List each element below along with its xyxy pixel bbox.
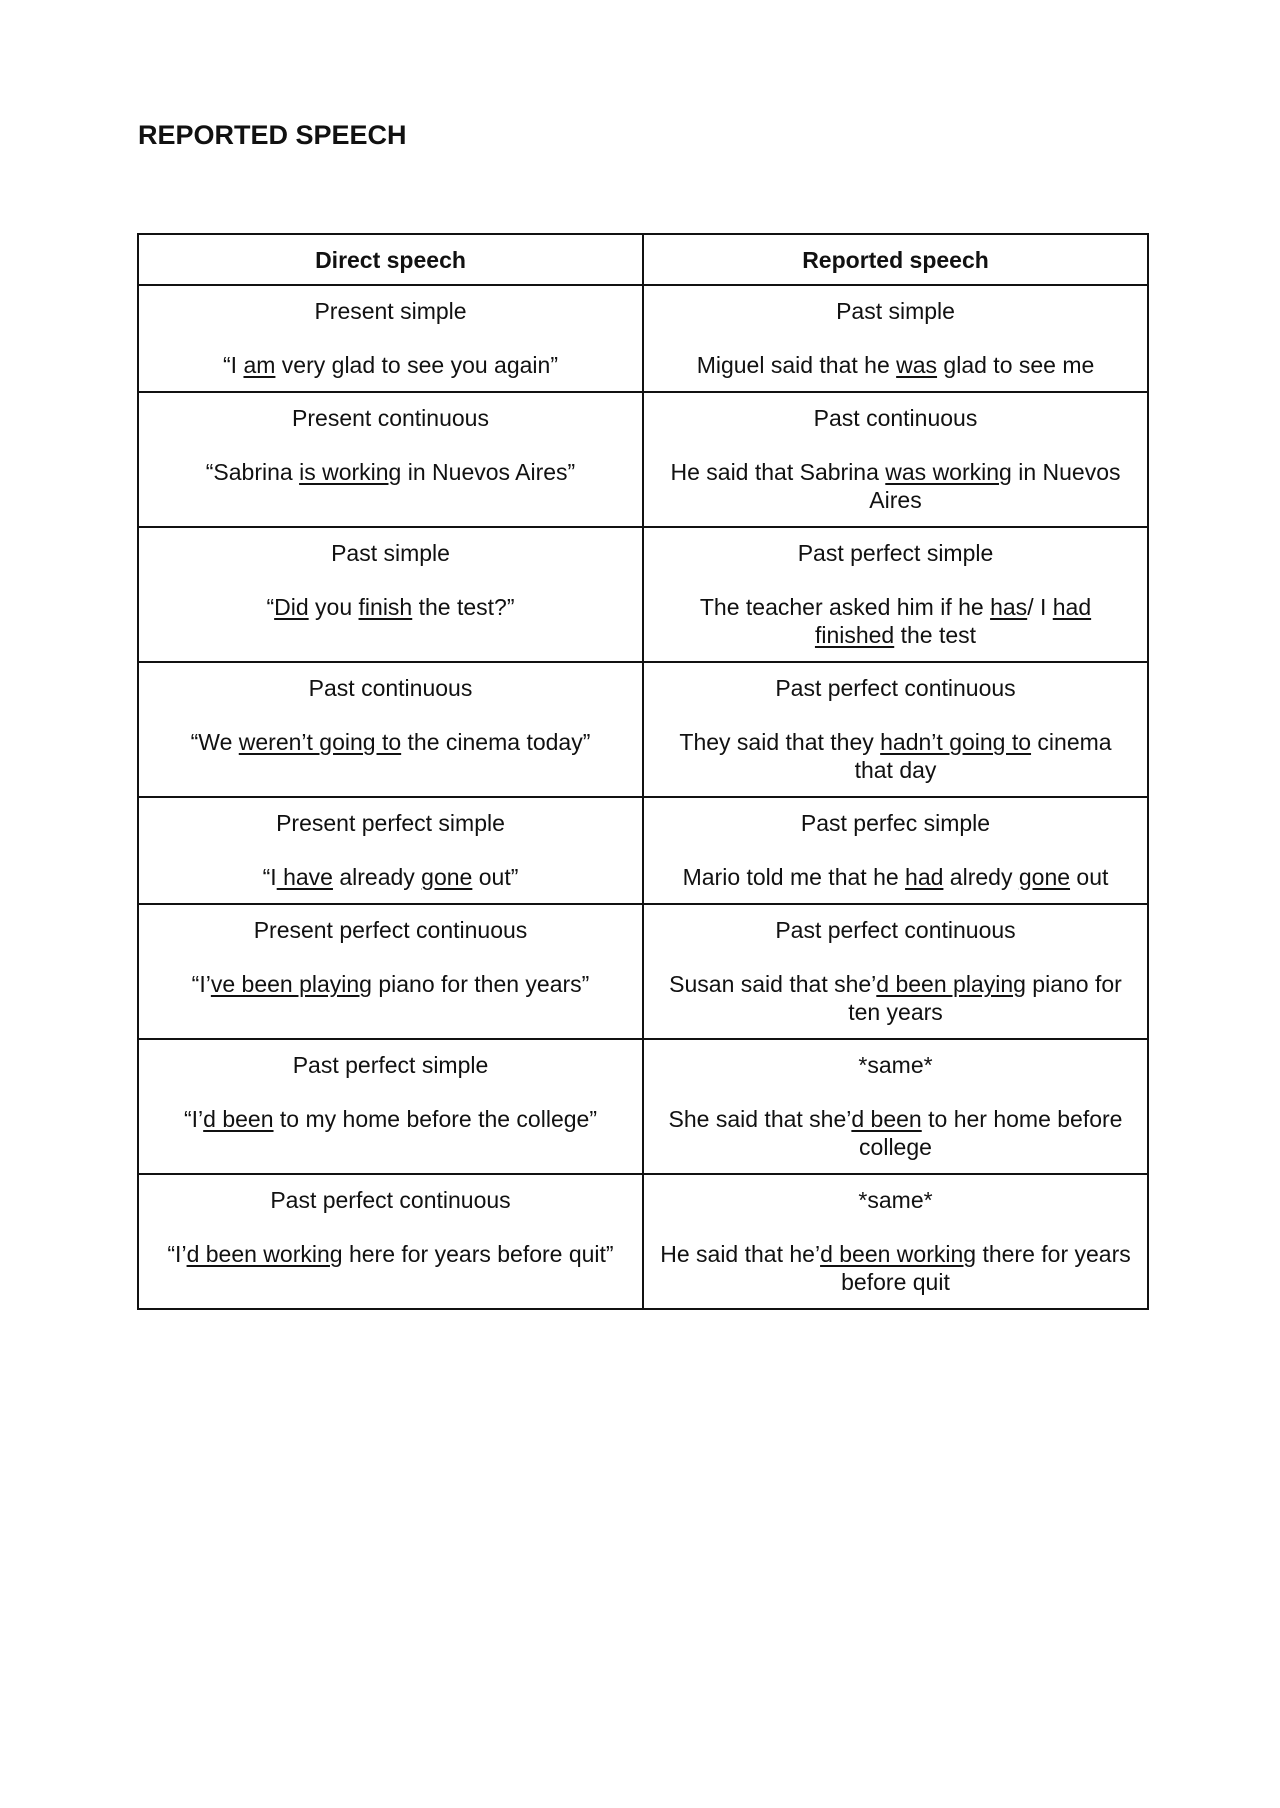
reported-speech-cell [643,662,1148,797]
reported-speech-cell [643,1174,1148,1309]
table-row [138,797,1148,904]
sentence-text: “I’ [191,971,211,997]
reported-example-sentence [658,351,1133,379]
reported-tense-label: Past perfect simple [797,540,994,566]
direct-example-sentence [153,728,628,756]
reported-example-sentence [658,970,1133,1026]
direct-tense-label: Present continuous [292,405,489,431]
sentence-text: Miguel said that he [696,352,897,378]
table-row [138,1174,1148,1309]
table-row [138,904,1148,1039]
underlined-verb: had [905,864,944,890]
direct-tense-label: Present simple [314,298,467,324]
sentence-text: already [332,864,422,890]
reported-tense-label: *same* [858,1052,933,1078]
header-reported-speech: Reported speech [643,234,1148,285]
direct-speech-cell [138,904,643,1039]
reported-speech-cell [643,797,1148,904]
sentence-text: cinema that day [854,729,1112,783]
underlined-verb: was [896,352,938,378]
sentence-text: “I’ [184,1106,204,1132]
reported-example-sentence [658,863,1133,891]
underlined-verb: d been [203,1106,274,1132]
sentence-text: the test?” [412,594,515,620]
reported-tense-label: Past continuous [813,405,978,431]
direct-tense-label: Past perfect simple [292,1052,489,1078]
underlined-verb: is working [299,459,402,485]
sentence-text: glad to see me [937,352,1095,378]
reported-example-sentence [658,458,1133,514]
direct-tense-label: Past perfect continuous [270,1187,511,1213]
sentence-text: He said that he’ [660,1241,821,1267]
direct-example-sentence [153,1240,628,1268]
header-direct-speech: Direct speech [138,234,643,285]
direct-speech-cell [138,1174,643,1309]
direct-tense-label: Past simple [331,540,450,566]
sentence-text: She said that she’ [668,1106,852,1132]
sentence-text: “I [262,864,277,890]
reported-speech-cell [643,904,1148,1039]
table-row [138,1039,1148,1174]
table-row [138,527,1148,662]
reported-speech-cell [643,527,1148,662]
direct-speech-cell [138,392,643,527]
underlined-verb: d been working [186,1241,343,1267]
reported-example-sentence [658,1240,1133,1296]
sentence-text: there for years before quit [841,1241,1131,1295]
underlined-verb: d been working [820,1241,977,1267]
reported-example-sentence [658,1105,1133,1161]
sentence-text: The teacher asked him if he [699,594,991,620]
underlined-verb: have [276,864,333,890]
underlined-verb: has [990,594,1028,620]
underlined-verb: hadn’t going to [880,729,1032,755]
sentence-text: you [308,594,359,620]
direct-example-sentence [153,351,628,379]
underlined-verb: am [243,352,276,378]
page-title: REPORTED SPEECH [138,120,407,150]
direct-speech-cell [138,797,643,904]
sentence-text: the cinema today” [401,729,591,755]
table-header-row [138,234,1148,285]
direct-speech-cell [138,662,643,797]
reported-speech-cell [643,392,1148,527]
table-body [138,285,1148,1309]
direct-example-sentence [153,970,628,998]
reported-speech-cell [643,1039,1148,1174]
direct-example-sentence [153,458,628,486]
sentence-text: to her home before college [859,1106,1123,1160]
sentence-text: alredy [943,864,1019,890]
reported-tense-label: Past perfect continuous [775,675,1016,701]
direct-speech-cell [138,527,643,662]
direct-tense-label: Past continuous [308,675,473,701]
sentence-text: “Sabrina [205,459,300,485]
table-row [138,392,1148,527]
direct-tense-label: Present perfect simple [276,810,505,836]
sentence-text: “I’ [167,1241,187,1267]
reported-tense-label: Past perfect continuous [775,917,1016,943]
sentence-text: “We [190,729,239,755]
reported-speech-cell [643,285,1148,392]
underlined-verb: weren’t going to [238,729,402,755]
sentence-text: the test [894,622,977,648]
sentence-text: He said that Sabrina [670,459,886,485]
underlined-verb: ve been playing [210,971,372,997]
sentence-text: out” [472,864,519,890]
direct-speech-cell [138,1039,643,1174]
sentence-text: very glad to see you again” [275,352,558,378]
sentence-text: They said that they [679,729,881,755]
sentence-text: Susan said that she’ [669,971,877,997]
sentence-text: Mario told me that he [682,864,906,890]
underlined-verb: d been [851,1106,922,1132]
sentence-text: out [1070,864,1109,890]
underlined-verb: had finished [814,594,1092,648]
table-row [138,285,1148,392]
direct-example-sentence [153,593,628,621]
reported-example-sentence [658,593,1133,649]
sentence-text: in Nuevos Aires [869,459,1121,513]
reported-tense-label: Past perfec simple [800,810,991,836]
sentence-text: piano for then years” [371,971,590,997]
underlined-verb: gone [421,864,473,890]
underlined-verb: Did [274,594,309,620]
table-row [138,662,1148,797]
reported-speech-table [137,233,1149,1310]
sentence-text: here for years before quit” [342,1241,614,1267]
underlined-verb: gone [1018,864,1071,890]
direct-example-sentence [153,1105,628,1133]
direct-tense-label: Present perfect continuous [253,917,528,943]
sentence-text: piano for ten years [848,971,1122,1025]
reported-tense-label: Past simple [836,298,955,324]
underlined-verb: was working [885,459,1012,485]
underlined-verb: finish [358,594,413,620]
sentence-text: to my home before the college” [273,1106,597,1132]
sentence-text: in Nuevos Aires” [401,459,576,485]
sentence-text: / I [1027,594,1053,620]
sentence-text: “I [223,352,244,378]
reported-example-sentence [658,728,1133,784]
sentence-text: “ [266,594,275,620]
reported-tense-label: *same* [858,1187,933,1213]
direct-example-sentence [153,863,628,891]
underlined-verb: d been playing [876,971,1026,997]
direct-speech-cell [138,285,643,392]
